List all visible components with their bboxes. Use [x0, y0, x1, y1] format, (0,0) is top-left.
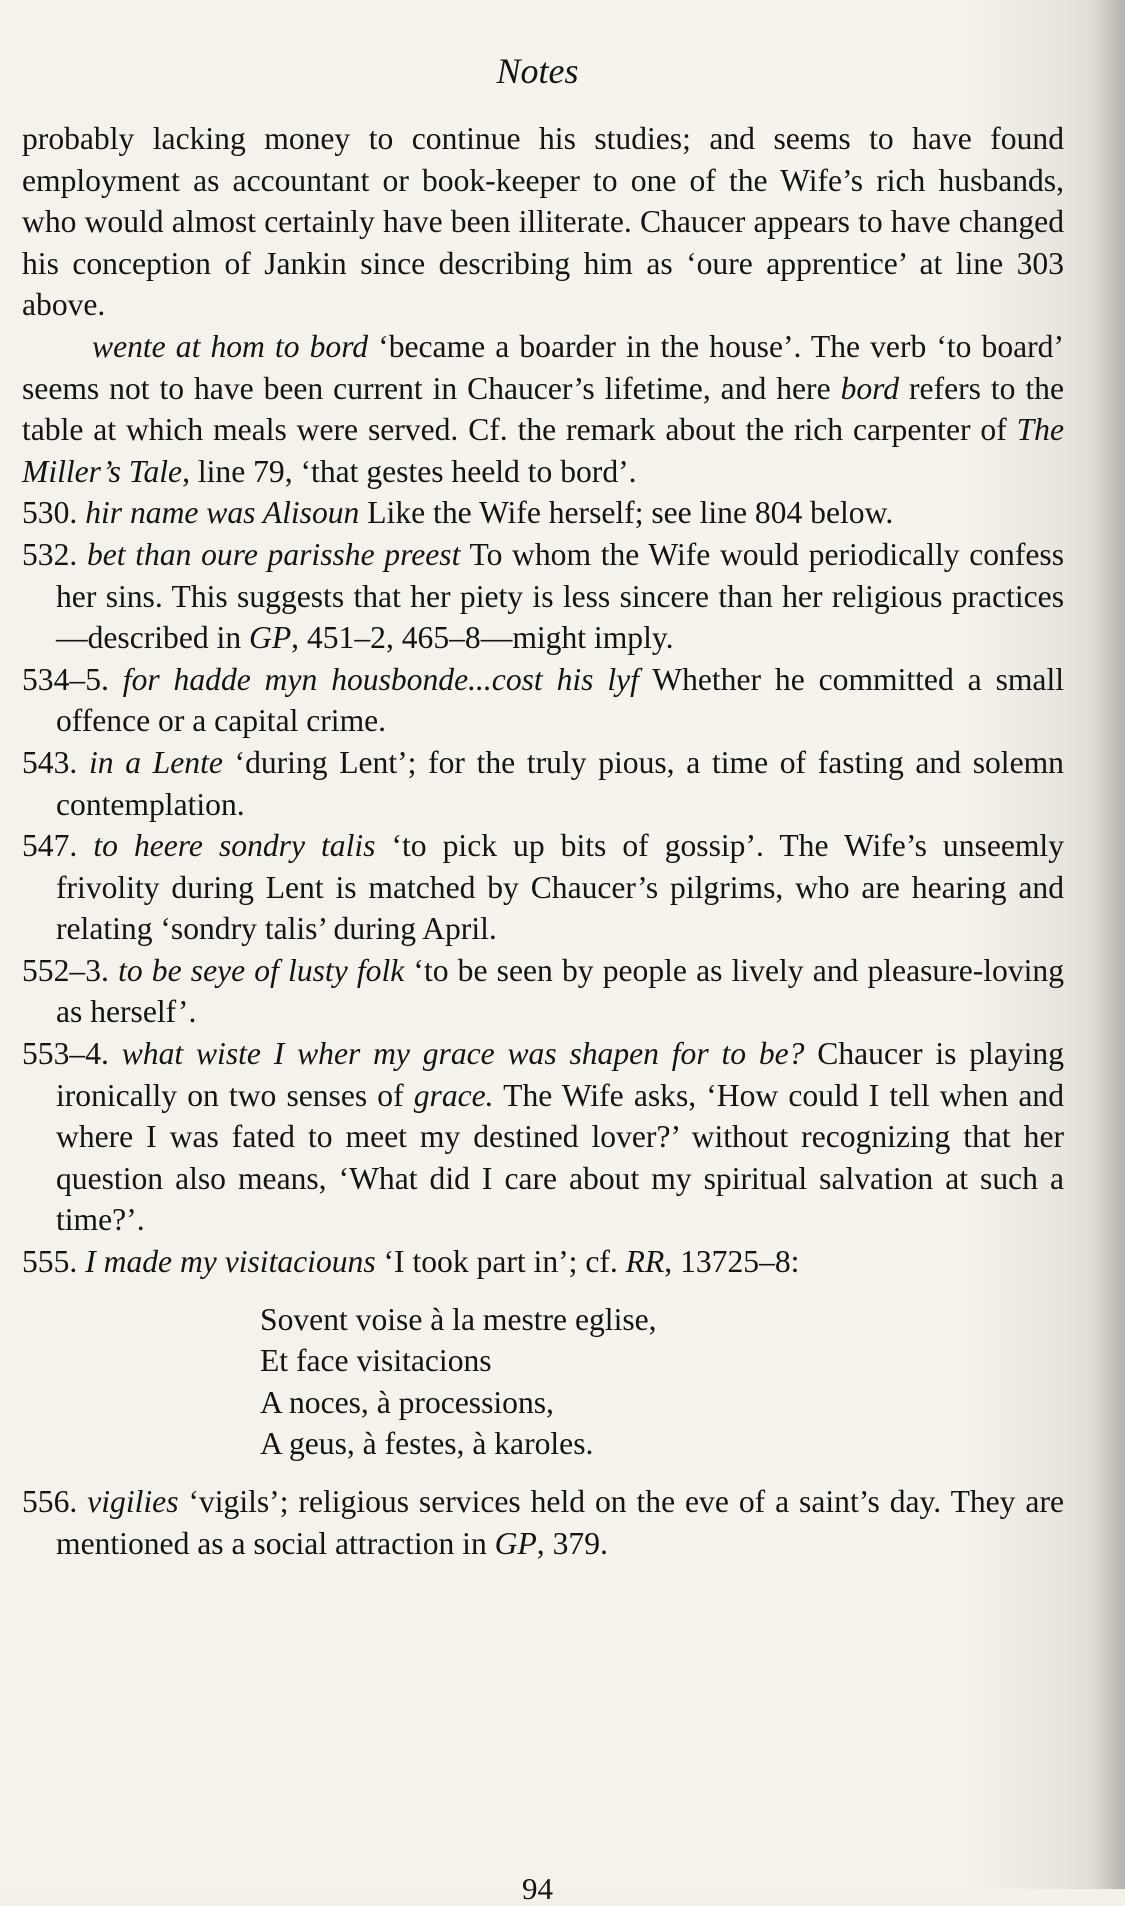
- running-head: Notes: [496, 51, 579, 91]
- note-text: ‘to pick up bits of gossip’. The Wife’s unseemly frivolity during Lent is matched by Chaucer’s pilgrims, who are hearing and relating ‘sondry talis’ during April.: [56, 828, 1065, 947]
- line-number: 556.: [22, 1484, 78, 1519]
- line-number: 532.: [22, 536, 78, 572]
- note-text: ‘I took part in’; cf.: [375, 1244, 626, 1280]
- note-text: Chaucer is playing ironically on two senses of: [56, 1036, 1065, 1113]
- page-number: 94: [522, 1871, 553, 1906]
- lemma: to be seye of lusty folk: [118, 952, 405, 988]
- note-532: [22, 534, 1064, 659]
- note-530: [22, 492, 1064, 534]
- subnote-paragraph: [22, 326, 1064, 492]
- note-text: , line 79, ‘that gestes heeld to bord’.: [182, 453, 637, 489]
- quotation-line: A noces, à processions,: [260, 1384, 554, 1420]
- continuation-paragraph: probably lacking money to continue his studies; and seems to have found employment as accountant or book-keeper to one of the Wife’s rich husbands, who would almost certainly have been illiterate. Chaucer appears to have changed his conception of Jankin since describing him as ‘oure apprentice’ at line 303 above.: [22, 121, 1064, 323]
- lemma: what wiste I wher my grace was shapen for to be?: [121, 1036, 805, 1072]
- note-text: , 13725–8:: [664, 1244, 800, 1280]
- italic-word: grace.: [413, 1077, 494, 1113]
- line-number: 553–4.: [22, 1036, 109, 1072]
- note-553-4: [22, 1033, 1064, 1241]
- note-text: ‘became a boarder in the house’. The verb ‘to board’ seems not to have been current in Chaucer’s lifetime, and here: [22, 328, 1064, 406]
- note-text: ‘vigils’; religious services held on the eve of a saint’s day. They are mentioned as a social attraction in: [56, 1484, 1064, 1561]
- note-543: [22, 742, 1064, 825]
- note-text: refers to the table at which meals were served. Cf. the remark about the rich carpenter of: [22, 370, 1065, 448]
- lemma: to heere sondry talis: [93, 828, 376, 864]
- work-title: The Miller’s Tale: [22, 412, 1064, 489]
- line-number: 555.: [22, 1244, 78, 1280]
- note-547: [22, 825, 1064, 950]
- italic-word: bord: [840, 370, 900, 406]
- line-number: 547.: [22, 828, 78, 864]
- note-text: The Wife asks, ‘How could I tell when and where I was fated to meet my destined lover?’ without recognizing that her question also means, ‘What did I care about my spiritual salvation at such a time?’.: [56, 1077, 1064, 1238]
- abbreviation: GP: [249, 620, 292, 656]
- lemma: I made my visitaciouns: [85, 1244, 376, 1280]
- lemma: bet than oure parisshe preest: [86, 536, 461, 572]
- lemma: hir name was Alisoun: [85, 495, 360, 531]
- page-edge-shadow: [1091, 0, 1125, 1889]
- lemma: vigilies: [87, 1484, 179, 1519]
- abbreviation: RR: [625, 1244, 665, 1280]
- line-number: 543.: [22, 744, 78, 780]
- note-text: ‘to be seen by people as lively and pleasure-loving as herself’.: [56, 952, 1064, 1030]
- abbreviation: GP: [494, 1525, 537, 1561]
- note-555: [22, 1241, 1064, 1283]
- lemma: in a Lente: [88, 744, 223, 780]
- lemma: wente at hom to bord: [92, 328, 369, 364]
- quotation-line: Et face visitacions: [260, 1343, 492, 1379]
- quotation-line: A geus, à festes, à karoles.: [260, 1426, 594, 1462]
- note-534-5: [22, 659, 1064, 742]
- note-text: ‘during Lent’; for the truly pious, a time of fasting and solemn contemplation.: [56, 744, 1064, 822]
- note-text: , 451–2, 465–8—might imply.: [291, 620, 674, 656]
- note-text: Whether he committed a small offence or a capital crime.: [56, 661, 1065, 739]
- quotation-line: Sovent voise à la mestre eglise,: [260, 1301, 657, 1337]
- block-quotation: [260, 1299, 1064, 1465]
- note-text: To whom the Wife would periodically confess her sins. This suggests that her piety is less sincere than her religious practices—described in: [56, 536, 1064, 656]
- note-552-3: [22, 950, 1064, 1033]
- line-number: 530.: [22, 495, 78, 531]
- note-556: [22, 1481, 1064, 1564]
- note-text: Like the Wife herself; see line 804 below.: [359, 495, 894, 531]
- line-number: 534–5.: [22, 661, 109, 697]
- line-number: 552–3.: [22, 952, 109, 988]
- note-text: , 379.: [536, 1525, 608, 1561]
- lemma: for hadde myn housbonde...cost his lyf: [122, 661, 639, 697]
- notes-body: [22, 118, 1064, 1564]
